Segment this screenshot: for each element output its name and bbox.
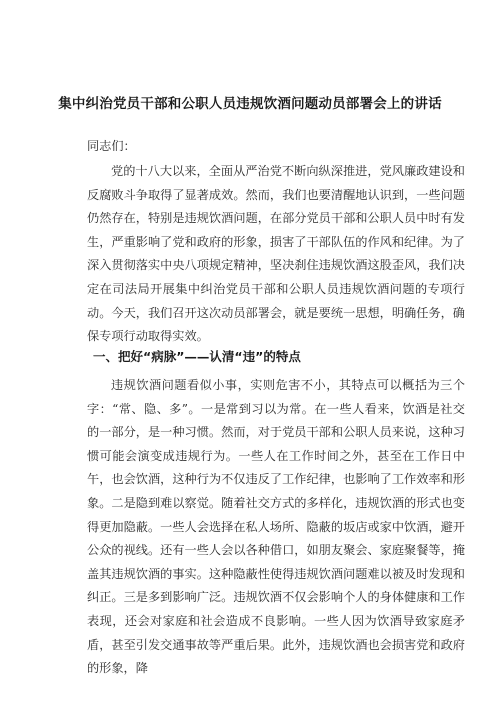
salutation: 同志们： [87,139,136,153]
document-title: 集中纠治党员干部和公职人员违规饮酒问题动员部署会上的讲话 [58,96,442,112]
paragraph-1: 党的十八大以来，全面从严治党不断向纵深推进，党风廉政建设和反腐败斗争取得了显著成效。然而，我们也要清醒地认识到，一些问题仍然存在，特别是违规饮酒问题，在部分党员干部和公职人员中时有发生，严重影响了党和政府的形象，损害了干部队伍的作风和纪律。为了深入贯彻落实中央八项规定精神，坚决刹住违规饮酒这股歪风，我们决定在司法局开展集中纠治党员干部和公职人员违规饮酒问题的专项行动。今天，我们召开这次动员部署会，就是要统一思想，明确任务，确保专项行动取得实效。 [87,164,465,344]
paragraph-2: 违规饮酒问题看似小事，实则危害不小，其特点可以概括为三个字：“常、隐、多”。一是常到习以为常。在一些人看来，饮酒是社交的一部分，是一种习惯。然而，对于党员干部和公职人员来说，这种习惯可能会演变成违规行为。一些人在工作时间之外，甚至在工作日中午，也会饮酒，这种行为不仅违反了工作纪律，也影响了工作效率和形象。二是隐到难以察觉。随着社交方式的多样化，违规饮酒的形式也变得更加隐蔽。一些人会选择在私人场所、隐蔽的坂店或家中饮酒，避开公众的视线。还有一些人会以各种借口，如朋友聚会、家庭聚餐等，掩盖其违规饮酒的事实。这种隐蔽性使得违规饮酒问题难以被及时发现和纠正。三是多到影响广泛。违规饮酒不仅会影响个人的身体健康和工作表现，还会对家庭和社会造成不良影响。一些人因为饮酒导致家庭矛盾，甚至引发交通事故等严重后果。此外，违规饮酒也会损害党和政府的形象，降 [87,378,465,676]
section-heading-1: 一、把好“病脉”——认清“违”的特点 [93,349,301,364]
